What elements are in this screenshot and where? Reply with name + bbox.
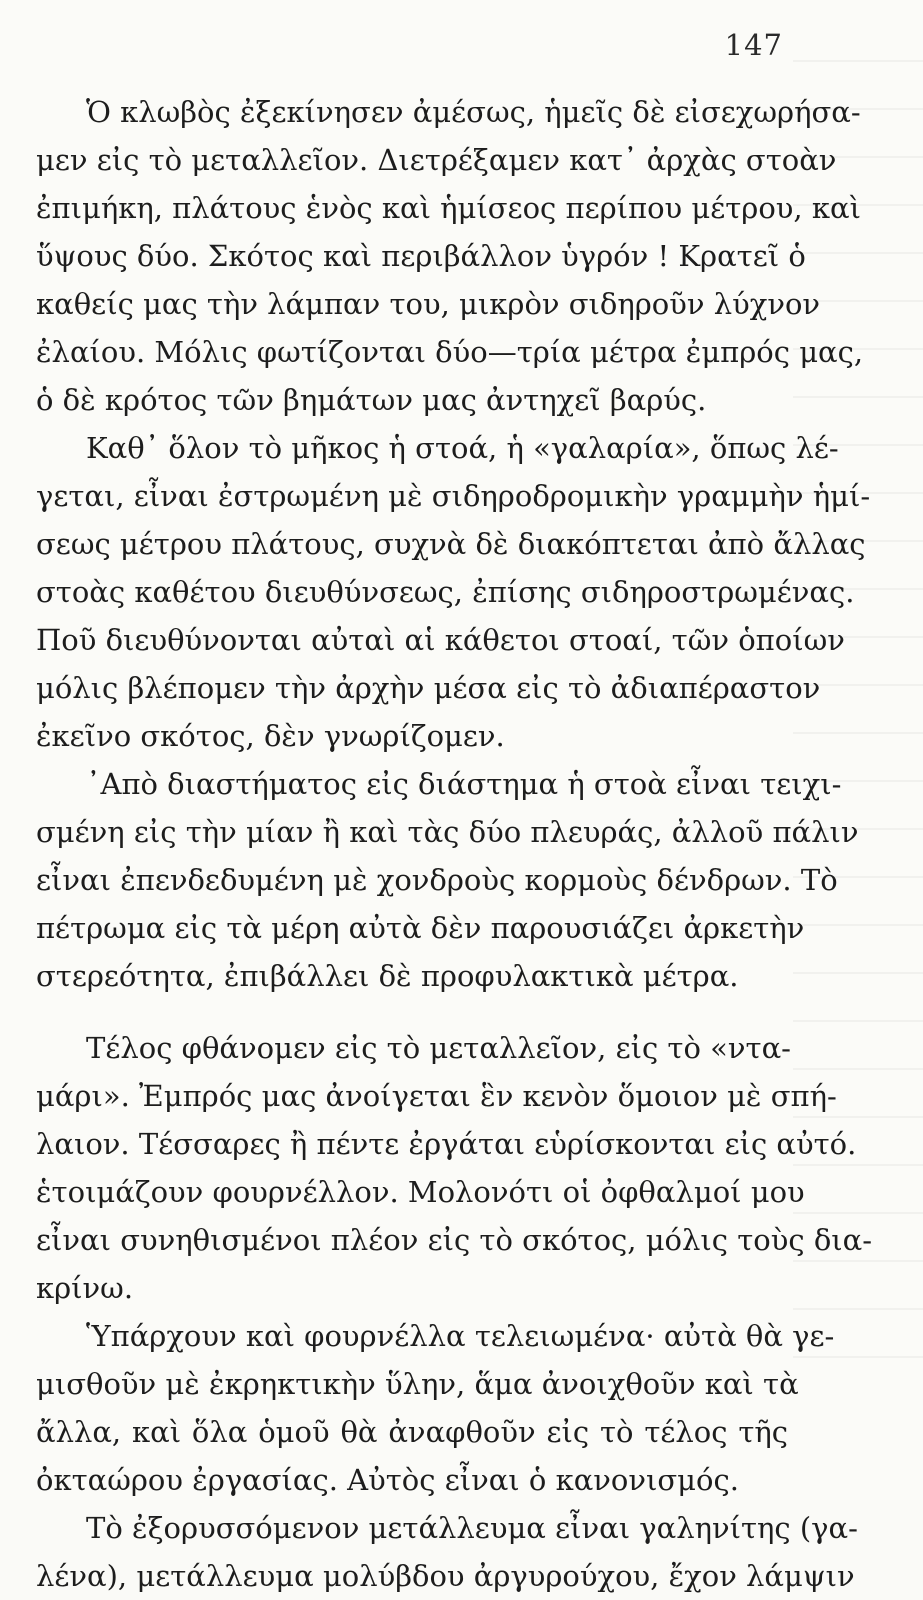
text-line: στερεότητα, ἐπιβάλλει δὲ προφυλακτικὰ μέτρα. <box>36 959 739 993</box>
text-line: ἐλαίου. Μόλις φωτίζονται δύο—τρία μέτρα ἐμπρός μας, <box>36 335 864 369</box>
text-line: πέτρωμα εἰς τὰ μέρη αὐτὰ δὲν παρουσιάζει ἀρκετὴν <box>36 911 805 945</box>
text-line: Ὁ κλωβὸς ἐξεκίνησεν ἀμέσως, ἡμεῖς δὲ εἰσεχωρήσα- <box>86 95 861 129</box>
text-line: γεται, εἶναι ἐστρωμένη μὲ σιδηροδρομικὴν γραμμὴν ἡμί- <box>36 479 871 513</box>
text-line: κρίνω. <box>36 1271 134 1305</box>
text-line: εἶναι συνηθισμένοι πλέον εἰς τὸ σκότος, μόλις τοὺς δια- <box>36 1223 873 1257</box>
text-line: μεν εἰς τὸ μεταλλεῖον. Διετρέξαμεν κατ᾽ ἀρχὰς στοὰν <box>36 143 837 177</box>
text-line: ἐκεῖνο σκότος, δὲν γνωρίζομεν. <box>36 719 505 753</box>
text-line: ἐπιμήκη, πλάτους ἑνὸς καὶ ἡμίσεος περίπου μέτρου, καὶ <box>36 191 861 225</box>
text-line: Ποῦ διευθύνονται αὐταὶ αἱ κάθετοι στοαί, τῶν ὁποίων <box>36 623 845 657</box>
text-line: Ὑπάρχουν καὶ φουρνέλλα τελειωμένα· αὐτὰ θὰ γε- <box>86 1319 835 1353</box>
text-line: μάρι». Ἐμπρός μας ἀνοίγεται ἓν κενὸν ὅμοιον μὲ σπή- <box>36 1079 837 1113</box>
text-line: Τὸ ἐξορυσσόμενον μετάλλευμα εἶναι γαληνίτης (γα- <box>86 1511 858 1545</box>
text-line: εἶναι ἐπενδεδυμένη μὲ χονδροὺς κορμοὺς δένδρων. Τὸ <box>36 863 838 897</box>
text-line: ὁ δὲ κρότος τῶν βημάτων μας ἀντηχεῖ βαρύς. <box>36 383 707 417</box>
page-number: 147 <box>724 28 783 62</box>
text-line: μισθοῦν μὲ ἐκρηκτικὴν ὕλην, ἅμα ἀνοιχθοῦν καὶ τὰ <box>36 1367 799 1401</box>
body-text <box>36 88 873 1600</box>
text-line: στοὰς καθέτου διευθύνσεως, ἐπίσης σιδηροστρωμένας. <box>36 575 855 609</box>
text-line: ὕψους δύο. Σκότος καὶ περιβάλλον ὑγρόν ! Κρατεῖ ὁ <box>36 239 806 273</box>
paragraph-gap <box>36 1000 788 1024</box>
show-through-texture <box>793 60 923 1360</box>
text-line: ἄλλα, καὶ ὅλα ὁμοῦ θὰ ἀναφθοῦν εἰς τὸ τέλος τῆς <box>36 1415 788 1449</box>
text-line: μόλις βλέπομεν τὴν ἀρχὴν μέσα εἰς τὸ ἀδιαπέραστον <box>36 671 821 705</box>
text-line: λένα), μετάλλευμα μολύβδου ἀργυρούχου, ἔχον λάμψιν <box>36 1559 855 1593</box>
text-line: καθείς μας τὴν λάμπαν του, μικρὸν σιδηροῦν λύχνον <box>36 287 821 321</box>
text-line: λαιον. Τέσσαρες ἢ πέντε ἐργάται εὑρίσκονται εἰς αὐτό. <box>36 1127 857 1161</box>
text-line: ὀκταώρου ἐργασίας. Αὐτὸς εἶναι ὁ κανονισμός. <box>36 1463 739 1497</box>
text-line: σεως μέτρου πλάτους, συχνὰ δὲ διακόπτεται ἀπὸ ἄλλας <box>36 527 866 561</box>
text-line: σμένη εἰς τὴν μίαν ἢ καὶ τὰς δύο πλευράς, ἀλλοῦ πάλιν <box>36 815 859 849</box>
text-line: Καθ᾽ ὅλον τὸ μῆκος ἡ στοά, ἡ «γαλαρία», ὅπως λέ- <box>86 431 839 465</box>
text-line: ᾿Απὸ διαστήματος εἰς διάστημα ἡ στοὰ εἶναι τειχι- <box>86 767 842 801</box>
text-line: Τέλος φθάνομεν εἰς τὸ μεταλλεῖον, εἰς τὸ «ντα- <box>86 1031 791 1065</box>
text-line: ἑτοιμάζουν φουρνέλλον. Μολονότι οἱ ὀφθαλμοί μου <box>36 1175 805 1209</box>
